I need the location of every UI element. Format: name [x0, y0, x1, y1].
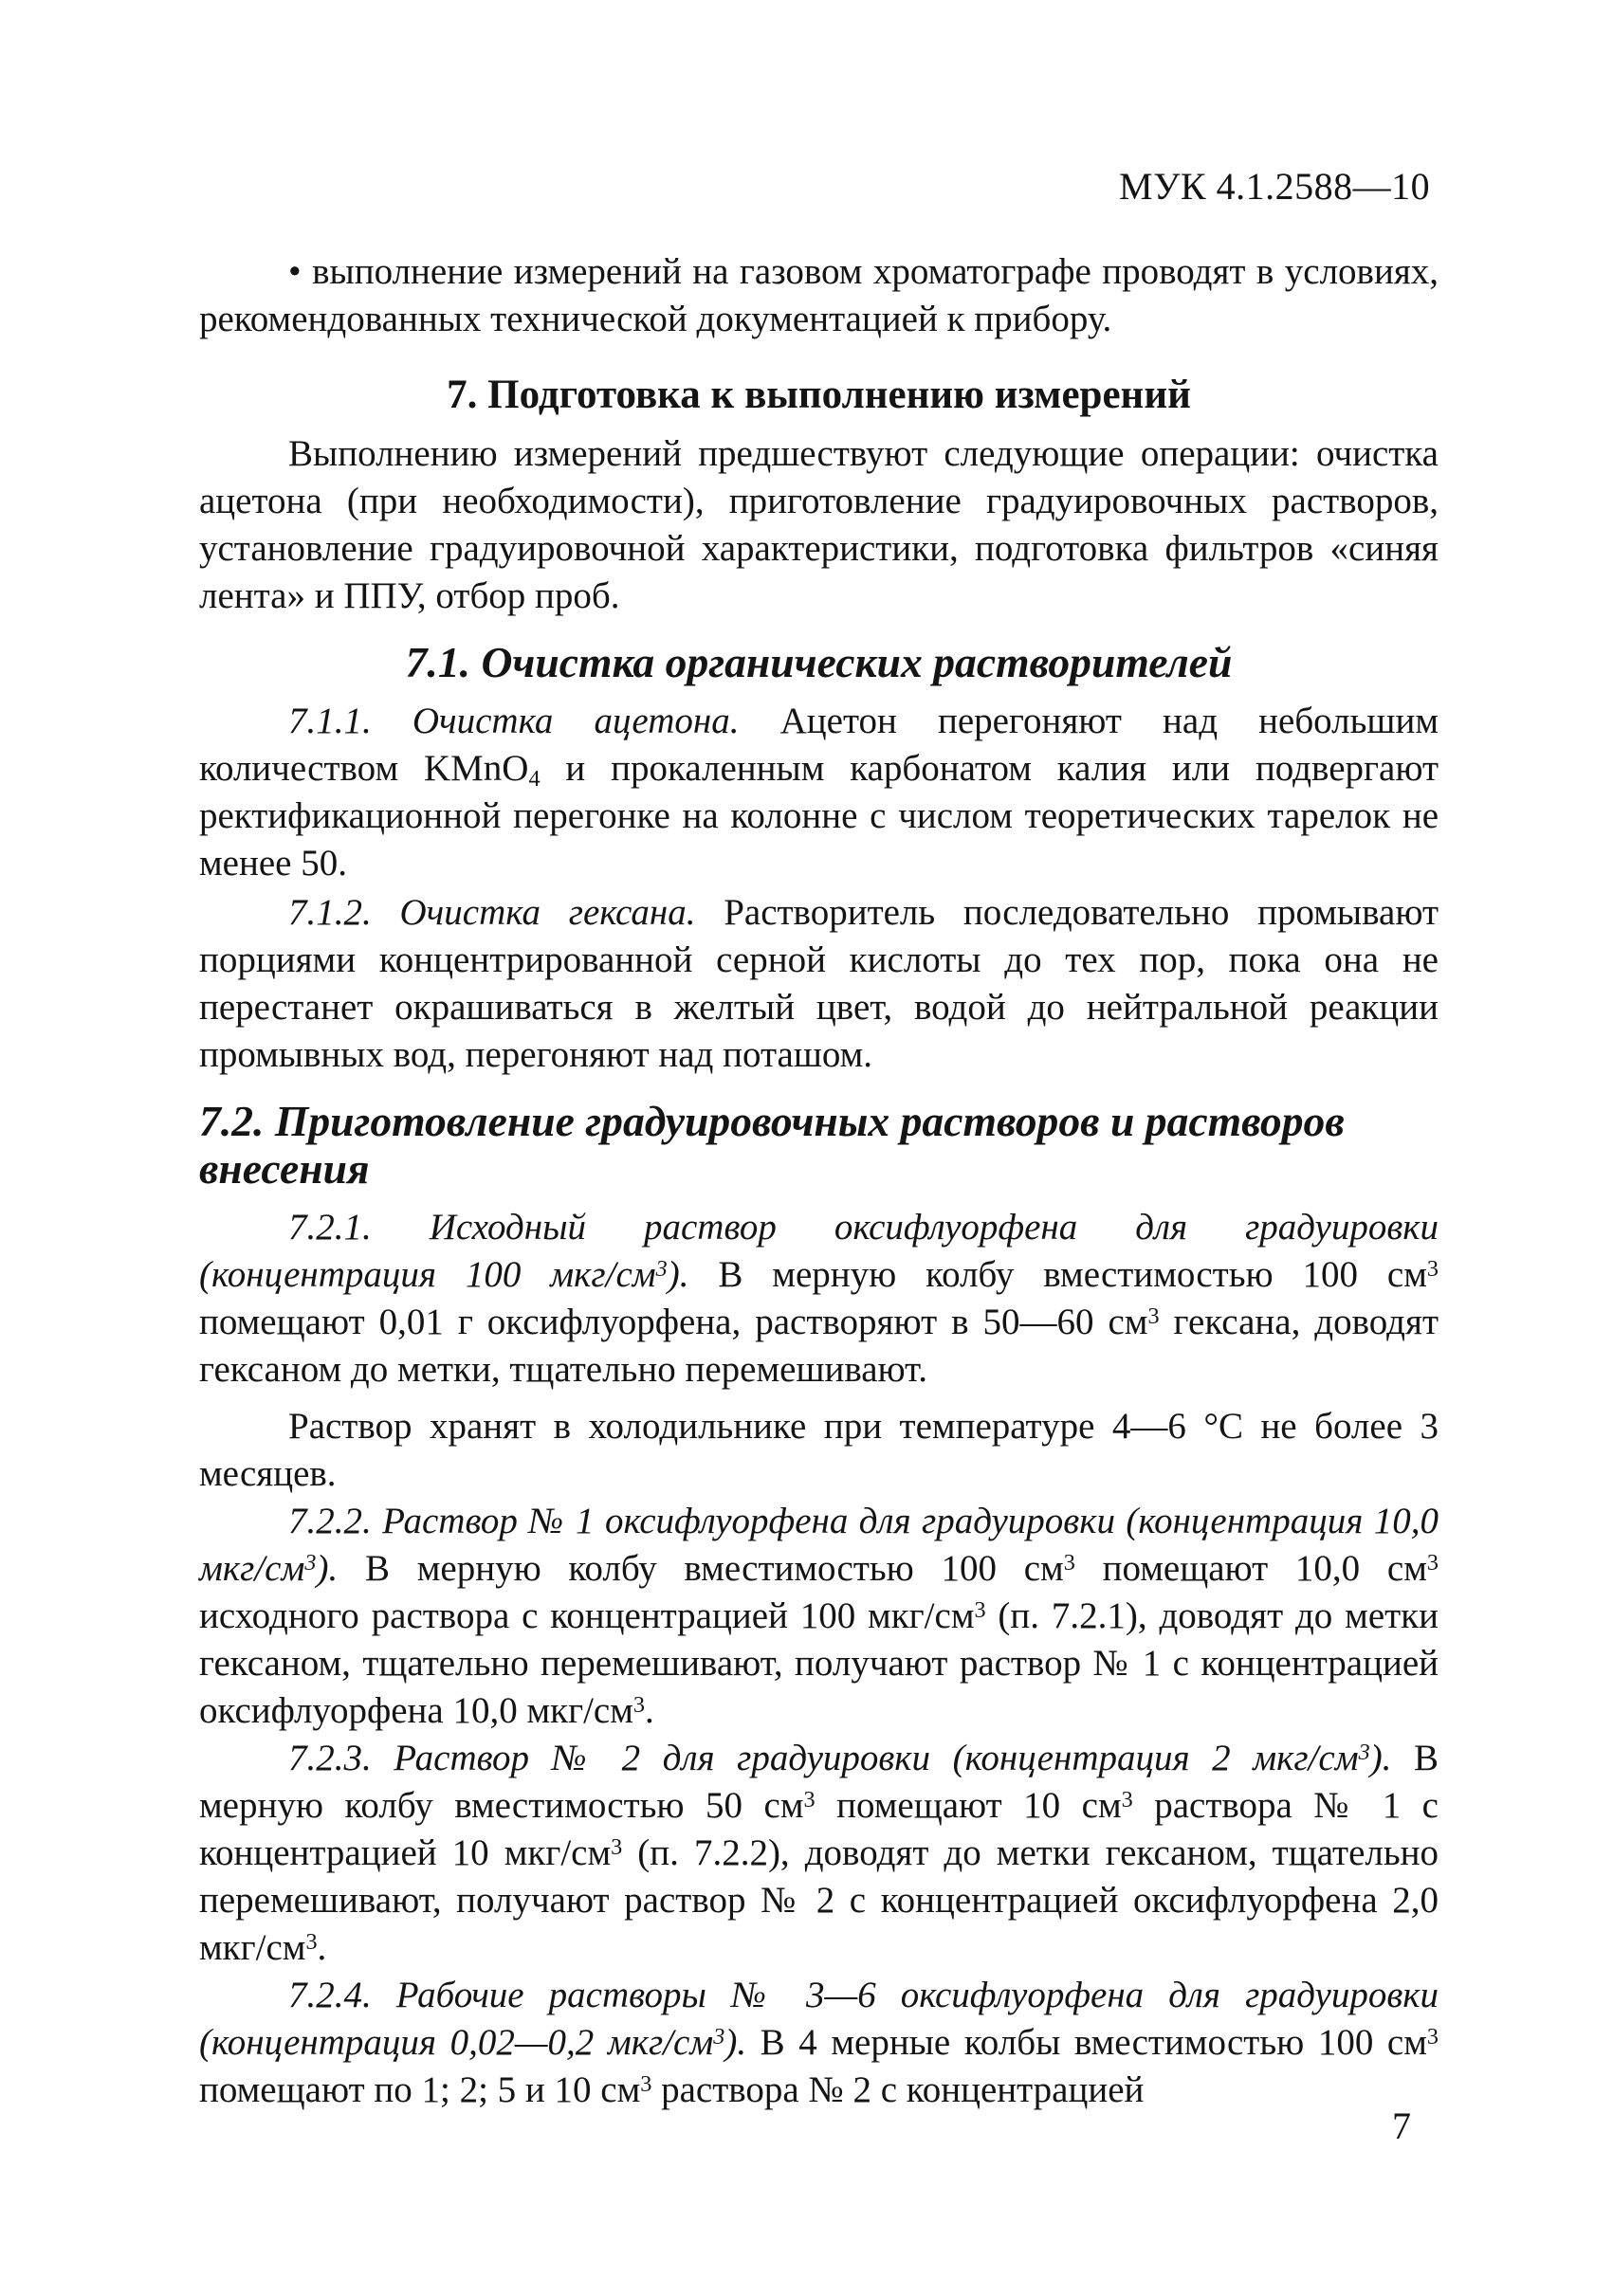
document-code: МУК 4.1.2588—10	[1119, 165, 1431, 208]
subsection-7-2-title: 7.2. Приготовление градуировочных растворов и растворов внесения	[199, 1097, 1345, 1193]
paragraph-7-2-4: 7.2.4. Рабочие растворы № 3—6 оксифлуорфена для градуировки (концентрация 0,02—0,2 мкг/$см^3$). В 4 мерные колбы вместимостью 100 $см^3$ помещают по 1; 2; 5 и 10 $см^3$ раствора № 2 с концентрацией	[199, 1975, 1439, 2110]
section-7-intro: Выполнению измерений предшествуют следующие операции: очистка ацетона (при необходимости), приготовление градуировочных растворов, установление градуировочной характеристики, подготовка фильтров «синяя лента» и ППУ, отбор проб.	[199, 433, 1439, 616]
paragraph-7-2-4-lead: 7.2.4. Рабочие растворы № 3—6 оксифлуорфена для градуировки (концентрация 0,02—0,2 мкг/$см^3$).	[199, 1975, 1439, 2063]
paragraph-7-2-3: 7.2.3. Раствор № 2 для градуировки (концентрация 2 мкг/$см^3$). В мерную колбу вместимостью 50 $см^3$ помещают 10 $см^3$ раствора № 1 с концентрацией 10 мкг/$см^3$ (п. 7.2.2), доводят до метки гексаном, тщательно перемешивают, получают раствор № 2 с концентрацией оксифлуорфена 2,0 мкг/$см^3$.	[199, 1738, 1439, 1968]
subsection-7-1-title: 7.1. Очистка органических растворителей	[405, 638, 1233, 686]
paragraph-7-1-2-lead: 7.1.2. Очистка гексана.	[288, 892, 696, 933]
bullet-text: выполнение измерений на газовом хроматографе проводят в условиях, рекомендованных технической документацией к прибору.	[199, 251, 1439, 339]
page-body	[199, 248, 1439, 2114]
bullet-mark: •	[288, 251, 302, 292]
paragraph-7-2-3-lead: 7.2.3. Раствор № 2 для градуировки (концентрация 2 мкг/$см^3$).	[288, 1738, 1392, 1778]
paragraph-7-2-2-lead: 7.2.2. Раствор № 1 оксифлуорфена для градуировки (концентрация 10,0 мкг/$см^3$).	[199, 1501, 1439, 1589]
paragraph-7-2-2: 7.2.2. Раствор № 1 оксифлуорфена для градуировки (концентрация 10,0 мкг/$см^3$). В мерную колбу вместимостью 100 $см^3$ помещают 10,0 $см^3$ исходного раствора с концентрацией 100 мкг/$см^3$ (п. 7.2.1), доводят до метки гексаном, тщательно перемешивают, получают раствор № 1 с концентрацией оксифлуорфена 10,0 мкг/$см^3$.	[199, 1501, 1439, 1731]
storage-note: Раствор хранят в холодильнике при температуре 4—6 °С не более 3 месяцев.	[199, 1406, 1439, 1494]
paragraph-7-1-1: 7.1.1. Очистка ацетона. Ацетон перегоняют над небольшим количеством KMnO$_4$ и прокаленным карбонатом калия или подвергают ректификационной перегонке на колонне с числом теоретических тарелок не менее 50.	[199, 701, 1439, 884]
paragraph-7-2-1: 7.2.1. Исходный раствор оксифлуорфена для градуировки (концентрация 100 мкг/$см^3$). В мерную колбу вместимостью 100 $см^3$ помещают 0,01 г оксифлуорфена, растворяют в 50—60 $см^3$ гексана, доводят гексаном до метки, тщательно перемешивают.	[199, 1207, 1439, 1390]
section-7-title: 7. Подготовка к выполнению измерений	[447, 373, 1191, 417]
paragraph-7-2-1-lead: 7.2.1. Исходный раствор оксифлуорфена для градуировки (концентрация 100 мкг/$см^3$).	[199, 1207, 1439, 1295]
paragraph-7-1-1-lead: 7.1.1. Очистка ацетона.	[288, 701, 740, 741]
bullet-paragraph	[199, 248, 1439, 343]
page-number: 7	[1392, 2105, 1411, 2147]
paragraph-7-1-2: 7.1.2. Очистка гексана. Растворитель последовательно промывают порциями концентрированной серной кислоты до тех пор, пока она не перестанет окрашиваться в желтый цвет, водой до нейтральной реакции промывных вод, перегоняют над поташом.	[199, 892, 1439, 1075]
